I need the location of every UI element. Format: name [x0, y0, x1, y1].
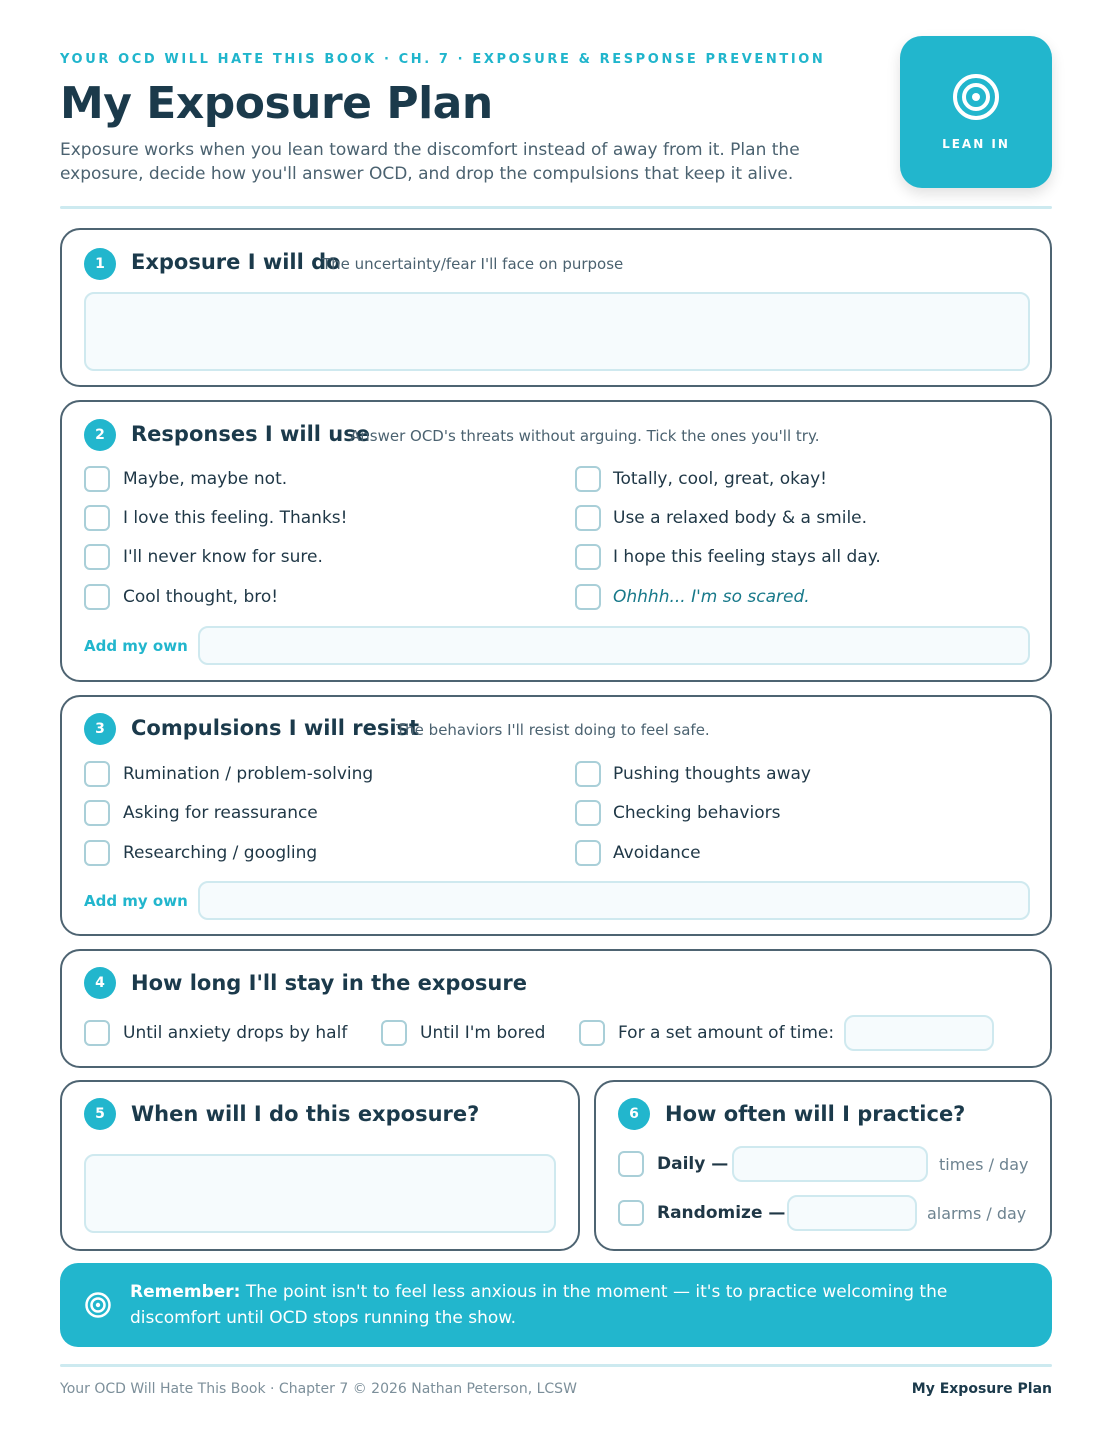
duration-option: Until anxiety drops by half	[123, 1023, 348, 1043]
randomize-label: Randomize —	[657, 1203, 786, 1223]
checkbox[interactable]	[579, 1020, 605, 1046]
section-number: 1	[84, 248, 116, 280]
add-own-label: Add my own	[84, 892, 188, 910]
checkbox[interactable]	[618, 1200, 644, 1226]
add-own-compulsion-input[interactable]	[198, 881, 1030, 920]
footer-title: My Exposure Plan	[911, 1381, 1052, 1397]
section-number: 2	[84, 419, 116, 451]
compulsion-option: Checking behaviors	[613, 803, 781, 823]
page-title: My Exposure Plan	[60, 78, 493, 129]
response-option: Cool thought, bro!	[123, 587, 279, 607]
compulsions-card	[60, 695, 1052, 936]
daily-times-input[interactable]	[732, 1146, 928, 1182]
response-option: I hope this feeling stays all day.	[613, 547, 881, 567]
daily-unit: times / day	[939, 1155, 1029, 1174]
footer-credit: Your OCD Will Hate This Book · Chapter 7 © 2026 Nathan Peterson, LCSW	[60, 1381, 577, 1397]
randomize-unit: alarms / day	[927, 1204, 1027, 1223]
section-subtitle: The uncertainty/fear I'll face on purpose	[322, 255, 624, 273]
duration-option: Until I'm bored	[420, 1023, 546, 1043]
header-divider	[60, 206, 1052, 209]
checkbox[interactable]	[84, 1020, 110, 1046]
when-card	[60, 1080, 580, 1251]
section-subtitle: The behaviors I'll resist doing to feel safe.	[396, 721, 710, 739]
checkbox[interactable]	[381, 1020, 407, 1046]
section-title: Compulsions I will resist	[131, 716, 420, 740]
checkbox[interactable]	[84, 800, 110, 826]
checkbox[interactable]	[575, 505, 601, 531]
response-option: Use a relaxed body & a smile.	[613, 508, 868, 528]
compulsion-option: Researching / googling	[123, 843, 318, 863]
randomize-alarms-input[interactable]	[787, 1195, 917, 1231]
compulsion-option: Asking for reassurance	[123, 803, 318, 823]
checkbox[interactable]	[84, 840, 110, 866]
checkbox[interactable]	[575, 761, 601, 787]
checkbox[interactable]	[84, 505, 110, 531]
section-title: Exposure I will do	[131, 250, 341, 274]
exposure-input[interactable]	[84, 292, 1030, 371]
remember-bold: Remember:	[130, 1282, 241, 1302]
responses-card	[60, 400, 1052, 682]
target-icon	[951, 72, 1001, 122]
checkbox[interactable]	[618, 1151, 644, 1177]
checkbox[interactable]	[84, 466, 110, 492]
checkbox[interactable]	[575, 840, 601, 866]
frequency-card	[594, 1080, 1052, 1251]
add-own-label: Add my own	[84, 637, 188, 655]
compulsion-option: Pushing thoughts away	[613, 764, 811, 784]
response-option: I love this feeling. Thanks!	[123, 508, 348, 528]
checkbox[interactable]	[84, 761, 110, 787]
set-time-input[interactable]	[844, 1015, 994, 1051]
exposure-card	[60, 228, 1052, 387]
lean-in-badge	[900, 36, 1052, 188]
response-option: I'll never know for sure.	[123, 547, 323, 567]
section-number: 6	[618, 1098, 650, 1130]
checkbox[interactable]	[575, 466, 601, 492]
section-title: When will I do this exposure?	[131, 1102, 480, 1126]
daily-label: Daily —	[657, 1154, 729, 1174]
response-option: Totally, cool, great, okay!	[613, 469, 827, 489]
response-option: Maybe, maybe not.	[123, 469, 288, 489]
remember-body: The point isn't to feel less anxious in the moment — it's to practice welcoming the discomfort until OCD stops running the show.	[130, 1282, 948, 1328]
checkbox[interactable]	[84, 544, 110, 570]
section-title: Responses I will use	[131, 422, 370, 446]
checkbox[interactable]	[84, 584, 110, 610]
section-subtitle: Answer OCD's threats without arguing. Tick the ones you'll try.	[350, 427, 820, 445]
section-title: How long I'll stay in the exposure	[131, 971, 527, 995]
target-icon	[84, 1291, 112, 1319]
remember-banner	[60, 1263, 1052, 1347]
compulsion-option: Rumination / problem-solving	[123, 764, 374, 784]
checkbox[interactable]	[575, 544, 601, 570]
section-number: 5	[84, 1098, 116, 1130]
footer-divider	[60, 1364, 1052, 1367]
remember-text	[130, 1279, 1030, 1331]
section-number: 4	[84, 967, 116, 999]
section-title: How often will I practice?	[665, 1102, 966, 1126]
section-number: 3	[84, 713, 116, 745]
intro-text: Exposure works when you lean toward the discomfort instead of away from it. Plan the exposure, decide how you'll answer OCD, and drop the compulsions that keep it alive.	[60, 140, 800, 184]
add-own-response-input[interactable]	[198, 626, 1030, 665]
response-option: Ohhhh... I'm so scared.	[613, 587, 810, 607]
duration-option: For a set amount of time:	[618, 1023, 835, 1043]
compulsion-option: Avoidance	[613, 843, 701, 863]
when-input[interactable]	[84, 1154, 556, 1233]
checkbox[interactable]	[575, 584, 601, 610]
eyebrow-text: YOUR OCD WILL HATE THIS BOOK · CH. 7 · EXPOSURE & RESPONSE PREVENTION	[60, 52, 826, 67]
badge-label: LEAN IN	[942, 137, 1010, 151]
duration-card	[60, 949, 1052, 1068]
checkbox[interactable]	[575, 800, 601, 826]
